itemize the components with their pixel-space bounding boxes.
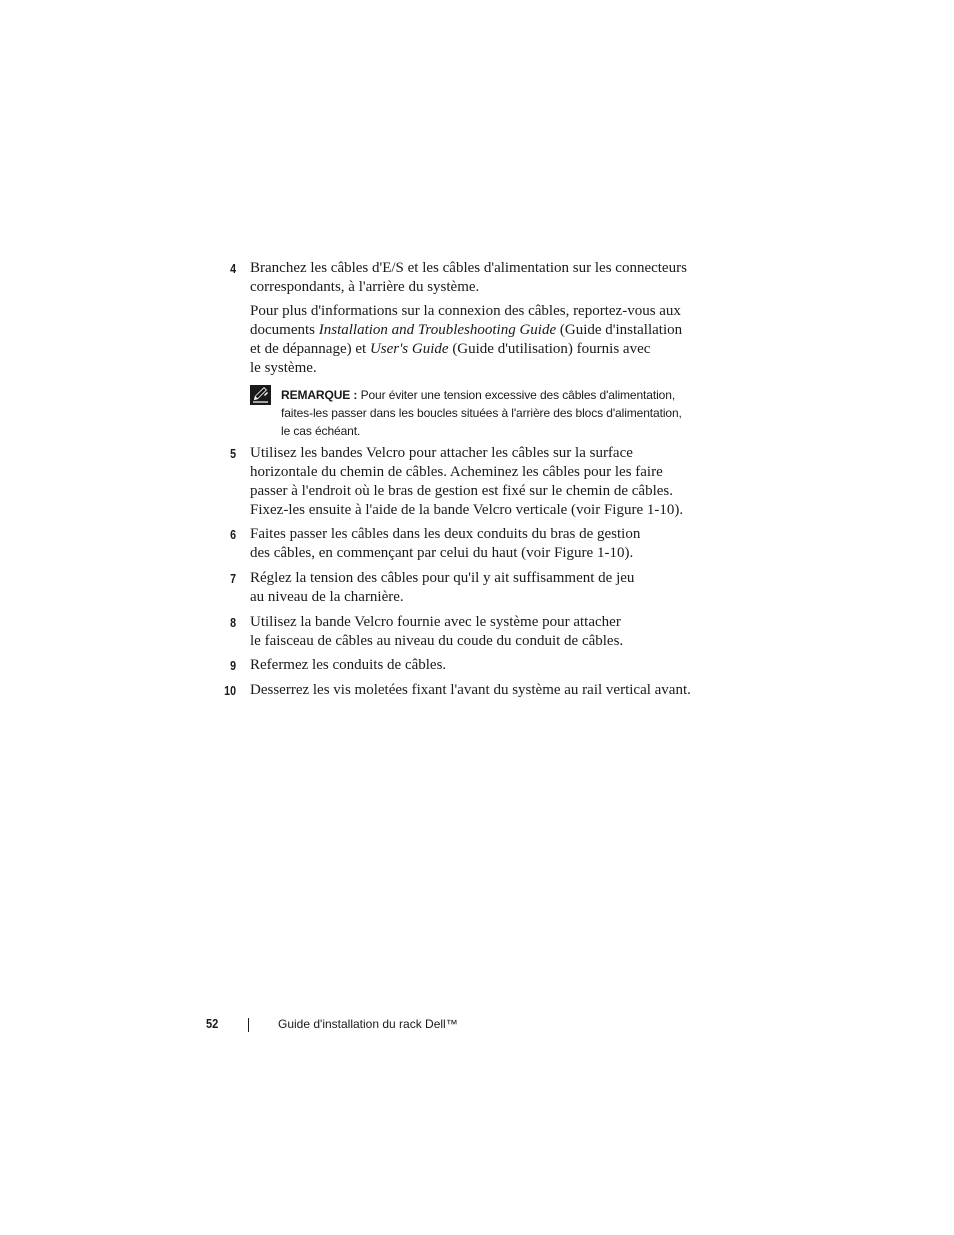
text-line: faites-les passer dans les boucles situées à l'arrière des blocs d'alimentation, [281, 406, 682, 420]
text-span: (Guide d'installation [556, 322, 683, 338]
text-span: Pour éviter une tension excessive des câbles d'alimentation, [357, 388, 676, 402]
text-line: Pour plus d'informations sur la connexion des câbles, reportez-vous aux [250, 303, 681, 319]
text-line: Branchez les câbles d'E/S et les câbles d'alimentation sur les connecteurs [250, 260, 687, 276]
footer-divider [248, 1018, 249, 1032]
text-line [250, 321, 720, 340]
text-line [281, 386, 731, 404]
text-line: Desserrez les vis moletées fixant l'avant du système au rail vertical avant. [250, 682, 691, 698]
step-number: 4 [230, 261, 236, 276]
step-number: 10 [224, 683, 236, 698]
text-line: au niveau de la charnière. [250, 589, 404, 605]
step-text [250, 569, 720, 607]
text-line: horizontale du chemin de câbles. Acheminez les câbles pour les faire [250, 464, 663, 480]
note-block [281, 386, 731, 440]
text-line: Fixez-les ensuite à l'aide de la bande Velcro verticale (voir Figure 1-10). [250, 502, 684, 518]
step-number: 8 [230, 615, 236, 630]
text-line [250, 340, 720, 359]
step-number: 5 [230, 446, 236, 461]
step-number: 6 [230, 527, 236, 542]
text-line: des câbles, en commençant par celui du haut (voir Figure 1-10). [250, 545, 634, 561]
text-line: correspondants, à l'arrière du système. [250, 279, 480, 295]
footer-title: Guide d'installation du rack Dell™ [278, 1017, 458, 1031]
text-line: passer à l'endroit où le bras de gestion est fixé sur le chemin de câbles. [250, 483, 673, 499]
step-number: 9 [230, 658, 236, 673]
text-line: Refermez les conduits de câbles. [250, 657, 447, 673]
step-number: 7 [230, 571, 236, 586]
text-line: le faisceau de câbles au niveau du coude du conduit de câbles. [250, 633, 624, 649]
text-span: documents [250, 322, 319, 338]
text-line: Réglez la tension des câbles pour qu'il y ait suffisamment de jeu [250, 570, 635, 586]
info-paragraph [250, 302, 720, 378]
text-line: Faites passer les câbles dans les deux conduits du bras de gestion [250, 526, 641, 542]
text-span: et de dépannage) et [250, 341, 370, 357]
document-title-installation-guide: Installation and Troubleshooting Guide [318, 322, 557, 338]
step-text [250, 259, 720, 297]
text-line: le système. [250, 360, 317, 376]
step-text [250, 613, 720, 651]
step-text [250, 681, 720, 700]
step-text [250, 444, 720, 520]
step-text [250, 525, 720, 563]
text-line: Utilisez les bandes Velcro pour attacher les câbles sur la surface [250, 445, 633, 461]
step-text [250, 656, 720, 675]
note-label: REMARQUE : [281, 388, 358, 402]
text-line: Utilisez la bande Velcro fournie avec le système pour attacher [250, 614, 621, 630]
document-title-users-guide: User's Guide [369, 341, 449, 357]
text-span: (Guide d'utilisation) fournis avec [448, 341, 651, 357]
page-number: 52 [206, 1016, 219, 1031]
text-line: le cas échéant. [281, 424, 361, 438]
pencil-note-icon [250, 385, 271, 405]
